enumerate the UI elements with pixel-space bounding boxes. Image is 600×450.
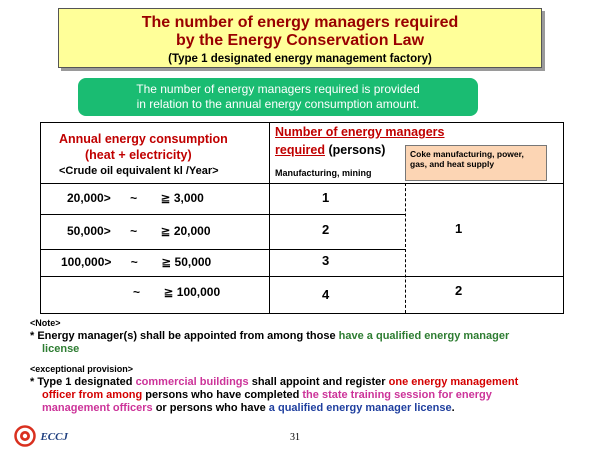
greater-than-symbol: > bbox=[103, 224, 111, 238]
annual-consumption-header: Annual energy consumption bbox=[59, 132, 228, 146]
note-text bbox=[30, 330, 570, 356]
row-lower-bound: 3,000 bbox=[173, 191, 204, 205]
note-text-part: * Energy manager(s) shall be appointed from among those bbox=[30, 330, 339, 342]
table-row bbox=[67, 224, 211, 238]
energy-manager-table bbox=[40, 122, 564, 314]
table-dashed-row-divider bbox=[269, 214, 405, 215]
range-tilde: ~ bbox=[133, 285, 141, 299]
coke-value-group-1: 1 bbox=[455, 221, 463, 236]
exception-text-part: * Type 1 designated bbox=[30, 376, 136, 388]
logo-text: ECCJ bbox=[40, 431, 68, 444]
callout-line-1: The number of energy managers required is provided bbox=[136, 82, 420, 96]
note-label: <Note> bbox=[30, 318, 61, 328]
range-tilde: ~ bbox=[130, 255, 138, 269]
row-lower-bound: 100,000 bbox=[176, 285, 221, 299]
exception-highlight: officer from among bbox=[42, 389, 143, 401]
note-highlight: license bbox=[42, 343, 80, 355]
page-number: 31 bbox=[290, 432, 300, 443]
heat-electricity-header: (heat + electricity) bbox=[85, 148, 192, 162]
exception-highlight: one energy management bbox=[388, 376, 519, 388]
geq-symbol: ≧ bbox=[163, 285, 174, 299]
managers-header: Number of energy managers bbox=[275, 125, 445, 139]
table-row bbox=[67, 191, 204, 205]
range-tilde: ~ bbox=[130, 191, 138, 205]
greater-than-symbol: > bbox=[104, 255, 112, 269]
geq-symbol: ≧ bbox=[160, 224, 171, 238]
row-upper-bound: 20,000 bbox=[67, 191, 104, 205]
title-box bbox=[58, 8, 542, 68]
coke-column-label: Coke manufacturing, power, gas, and heat supply bbox=[405, 145, 547, 181]
geq-symbol: ≧ bbox=[160, 191, 171, 205]
exception-label: <exceptional provision> bbox=[30, 364, 134, 374]
title-line-2: by the Energy Conservation Law bbox=[175, 32, 425, 49]
geq-symbol: ≧ bbox=[161, 255, 172, 269]
table-row-divider bbox=[41, 276, 563, 277]
coke-value-group-2: 2 bbox=[455, 283, 463, 298]
required-label: required bbox=[275, 143, 326, 157]
eccj-logo bbox=[14, 425, 68, 447]
manufacturing-value: 3 bbox=[322, 253, 330, 268]
table-header-divider bbox=[41, 183, 563, 184]
exception-text-part: or persons who have bbox=[152, 402, 269, 414]
greater-than-symbol: > bbox=[103, 191, 111, 205]
title-line-1: The number of energy managers required bbox=[141, 14, 459, 31]
table-row bbox=[61, 255, 211, 269]
range-tilde: ~ bbox=[130, 224, 138, 238]
row-upper-bound: 50,000 bbox=[67, 224, 104, 238]
table-column-divider bbox=[269, 123, 270, 313]
unit-header: <Crude oil equivalent kl /Year> bbox=[59, 165, 219, 177]
row-lower-bound: 20,000 bbox=[173, 224, 211, 238]
manufacturing-value: 2 bbox=[322, 222, 330, 237]
row-upper-bound: 100,000 bbox=[61, 255, 105, 269]
exception-highlight: the state training session for energy bbox=[302, 389, 492, 401]
table-dashed-divider bbox=[405, 183, 406, 313]
eccj-emblem-icon bbox=[14, 425, 36, 447]
manufacturing-column-label: Manufacturing, mining bbox=[275, 168, 372, 178]
exception-text-part: persons who have completed bbox=[142, 389, 303, 401]
exception-highlight: a qualified energy manager license bbox=[268, 402, 452, 414]
persons-label: (persons) bbox=[325, 143, 386, 157]
manufacturing-value: 4 bbox=[322, 287, 330, 302]
exception-highlight: commercial buildings bbox=[135, 376, 249, 388]
row-lower-bound: 50,000 bbox=[174, 255, 212, 269]
title-subtitle: (Type 1 designated energy management factory) bbox=[168, 53, 432, 65]
exception-text-part: . bbox=[451, 402, 455, 414]
note-highlight: have a qualified energy manager bbox=[338, 330, 510, 342]
exception-highlight: management officers bbox=[42, 402, 153, 414]
callout-box bbox=[78, 78, 478, 116]
exception-text-part: shall appoint and register bbox=[248, 376, 389, 388]
table-row bbox=[133, 285, 220, 299]
exception-text bbox=[30, 376, 575, 415]
table-dashed-row-divider bbox=[269, 249, 405, 250]
callout-line-2: in relation to the annual energy consumption amount. bbox=[136, 97, 420, 111]
manufacturing-value: 1 bbox=[322, 190, 330, 205]
